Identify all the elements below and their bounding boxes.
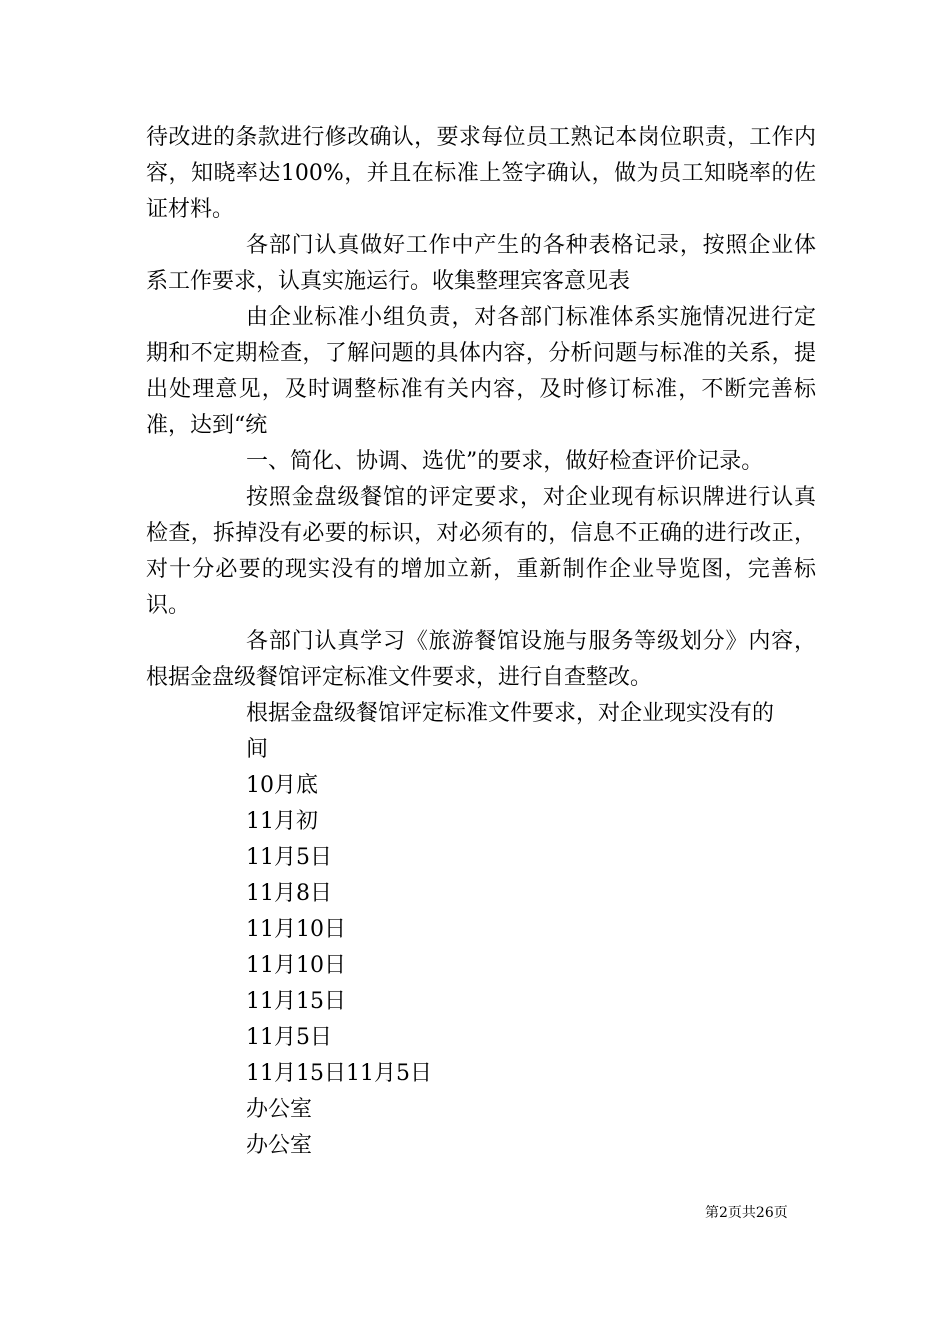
list-item: 11月5日 — [246, 845, 332, 870]
paragraph-5: 按照金盘级餐馆的评定要求，对企业现有标识牌进行认真检查，拆掉没有必要的标识，对必须有的，信息不正确的进行改正，对十分必要的现实没有的增加立新，重新制作企业导览图，完善标识。 — [146, 485, 816, 618]
list-item: 11月10日 — [246, 917, 346, 942]
list-item: 根据金盘级餐馆评定标准文件要求，对企业现实没有的 — [246, 701, 775, 726]
list-item: 11月10日 — [246, 953, 346, 978]
paragraph-1: 待改进的条款进行修改确认，要求每位员工熟记本岗位职责，工作内容，知晓率达100%，并且在标准上签字确认，做为员工知晓率的佐证材料。 — [146, 125, 816, 222]
list-item: 11月5日 — [246, 1025, 332, 1050]
page-number-footer: 第2页共26页 — [705, 1205, 788, 1221]
indented-line-list — [146, 696, 816, 1164]
list-item: 11月15日11月5日 — [246, 1061, 432, 1086]
list-item: 办公室 — [246, 1097, 313, 1122]
list-item: 间 — [246, 737, 269, 762]
list-item: 10月底 — [246, 773, 318, 798]
document-body — [146, 120, 816, 1164]
paragraph-4: 一、简化、协调、选优”的要求，做好检查评价记录。 — [246, 449, 764, 474]
paragraph-6: 各部门认真学习《旅游餐馆设施与服务等级划分》内容，根据金盘级餐馆评定标准文件要求，进行自查整改。 — [146, 629, 816, 690]
list-item: 办公室 — [246, 1133, 313, 1158]
paragraph-2: 各部门认真做好工作中产生的各种表格记录，按照企业体系工作要求，认真实施运行。收集整理宾客意见表 — [146, 233, 816, 294]
list-item: 11月15日 — [246, 989, 346, 1014]
paragraph-3: 由企业标准小组负责，对各部门标准体系实施情况进行定期和不定期检查，了解问题的具体内容，分析问题与标准的关系，提出处理意见，及时调整标准有关内容，及时修订标准，不断完善标准，达到“统 — [146, 305, 816, 438]
list-item: 11月初 — [246, 809, 318, 834]
list-item: 11月8日 — [246, 881, 332, 906]
